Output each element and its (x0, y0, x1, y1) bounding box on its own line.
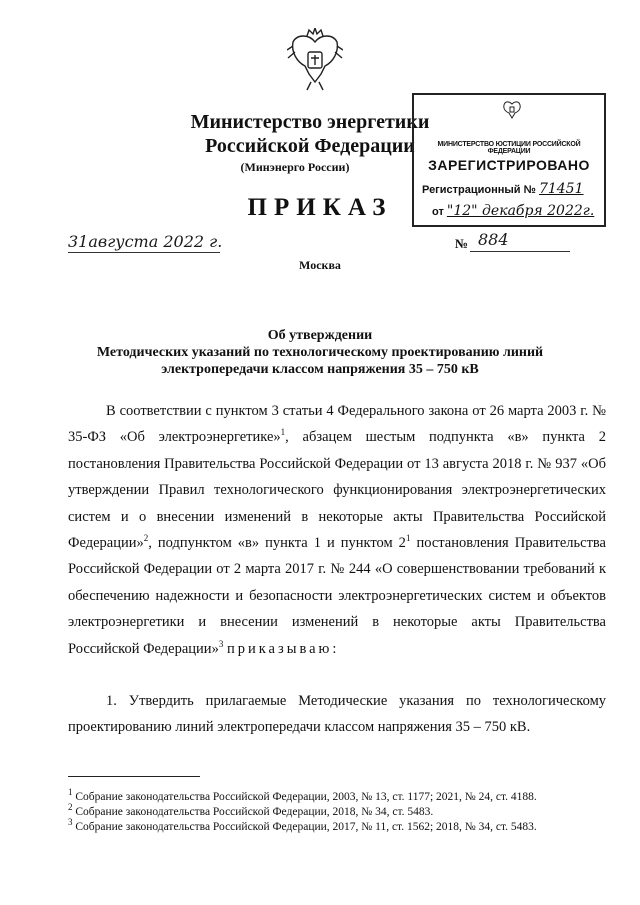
footnote-ref-1: 1 (280, 427, 286, 438)
stamp-reg-number: 71451 (538, 181, 584, 197)
registration-stamp (412, 93, 606, 227)
ministry-name-line1: Министерство энергетики (190, 111, 430, 133)
stamp-date-label: от (432, 206, 444, 218)
footnote-ref-2: 2 (143, 533, 149, 544)
stamp-date-value: "12" декабря 2022г. (446, 203, 595, 219)
order-title: ПРИКАЗ (247, 194, 393, 221)
order-subject (60, 327, 580, 378)
preamble-part3: , подпунктом «в» пункта 1 и пунктом 2 (148, 535, 406, 552)
footnote-mark-3: 3 (68, 817, 73, 828)
preamble-part4: постановления Правительства Российской Федерации от 2 марта 2017 г. № 244 «О совершенствовании требований к обеспечению надежности и безопасности электроэнергетических систем и объектов электроэнергетики и внесении изменений в некоторые акты Правительства Российской Федерации» (68, 535, 606, 657)
order-date-handwritten: 31августа 2022 г. (68, 232, 223, 251)
footnote-ref-3: 3 (218, 638, 224, 649)
ministry-name-line2: Российской Федерации (205, 135, 415, 157)
order-item-1: 1. Утвердить прилагаемые Методические указания по технологическому проектированию линий электропередачи классом напряжения 35 – 750 кВ. (68, 693, 606, 736)
subject-line2: Методических указаний по технологическому проектированию линий (96, 345, 544, 360)
preamble-part2: , абзацем шестым подпункта «в» пункта 2 постановления Правительства Российской Федерации от 13 августа 2018 г. № 937 «Об утверждении Правил технологического функционирования электроэнергетических систем и о внесении изменений в некоторые акты Правительства Российской Федерации» (68, 429, 606, 552)
date-underline (68, 252, 220, 253)
ministry-short-name: (Минэнерго России) (240, 160, 350, 174)
order-body (68, 398, 606, 741)
city-name: Москва (299, 258, 341, 272)
stamp-registered: ЗАРЕГИСТРИРОВАНО (428, 157, 590, 173)
footnote-separator (68, 776, 200, 777)
footnotes (68, 787, 608, 835)
stamp-reg-number-label: Регистрационный № (422, 184, 536, 196)
stamp-organization: МИНИСТЕРСТВО ЮСТИЦИИ РОССИЙСКОЙ ФЕДЕРАЦИИ (437, 141, 581, 155)
order-number-label: № (455, 236, 469, 251)
footnote-text-3: Собрание законодательства Российской Федерации, 2017, № 11, ст. 1562; 2018, № 34, ст. 5483. (72, 821, 537, 833)
stamp-eagle-icon (502, 99, 522, 121)
coat-of-arms-icon (287, 28, 343, 92)
stamp-date-row (432, 203, 594, 219)
stamp-reg-number-row (422, 181, 583, 197)
subject-line3: электропередачи классом напряжения 35 – 750 кВ (161, 362, 479, 377)
footnote-text-1: Собрание законодательства Российской Федерации, 2003, № 13, ст. 1177; 2021, № 24, ст. 4188. (72, 791, 537, 803)
preamble-paragraph (68, 398, 606, 662)
number-underline (470, 251, 570, 252)
footnote-text-2: Собрание законодательства Российской Федерации, 2018, № 34, ст. 5483. (72, 806, 434, 818)
order-number-handwritten: 884 (478, 230, 509, 249)
order-word: приказываю: (226, 640, 340, 657)
footnote-2 (68, 802, 608, 820)
footnote-mark-1: 1 (68, 787, 73, 798)
clause-superscript: 1 (405, 533, 411, 544)
footnote-mark-2: 2 (68, 802, 73, 813)
footnote-3 (68, 817, 608, 835)
footnote-1 (68, 787, 608, 805)
preamble-part1: В соответствии с пунктом 3 статьи 4 Федерального закона от 26 марта 2003 г. № 35-ФЗ «Об электроэнергетике» (68, 403, 606, 446)
subject-line1: Об утверждении (267, 328, 373, 343)
ministry-name (180, 110, 440, 158)
